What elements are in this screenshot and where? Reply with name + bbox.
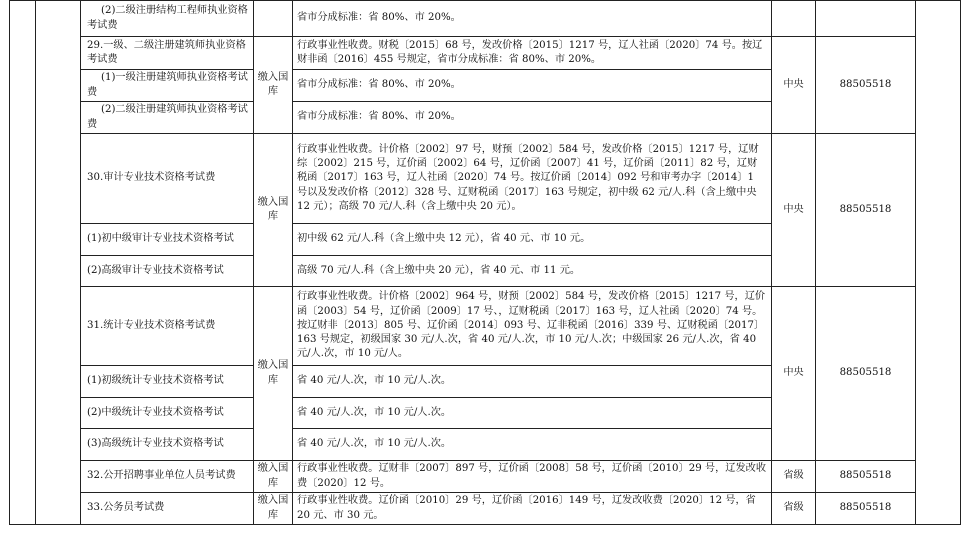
- code-cell-empty: [816, 1, 916, 37]
- item-desc: 省市分成标准：省 80%、市 20%。: [293, 1, 772, 37]
- table-row: [10, 1, 961, 37]
- treasury-cell: 缴入国库: [254, 134, 293, 287]
- table-row: [10, 493, 961, 525]
- table-row: [10, 461, 961, 493]
- item-name: 32.公开招聘事业单位人员考试费: [81, 461, 254, 493]
- level-cell: 中央: [772, 134, 816, 287]
- item-desc: 行政事业性收费。辽价函〔2010〕29 号，辽价函〔2016〕149 号，辽发改收费〔2020〕12 号，省 20 元、市 30 元。: [293, 493, 772, 525]
- code-cell: 88505518: [816, 493, 916, 525]
- code-cell: 88505518: [816, 134, 916, 287]
- code-cell: 88505518: [816, 461, 916, 493]
- code-cell: 88505518: [816, 37, 916, 134]
- blank-cell-left-2: [36, 1, 81, 525]
- item-desc: 省 40 元/人.次，市 10 元/人.次。: [293, 429, 772, 461]
- item-name: (1)初级统计专业技术资格考试: [81, 366, 254, 398]
- code-cell: 88505518: [816, 287, 916, 461]
- treasury-cell: 缴入国库: [254, 461, 293, 493]
- item-desc: 行政事业性收费。计价格〔2002〕964 号，财预〔2002〕584 号，发改价格〔2015〕1217 号，辽价函〔2003〕54 号，辽价函〔2009〕17 号、，辽财税函〔2017〕163 号，辽人社函〔2020〕74 号。按辽财非〔2013〕805 号、辽价函〔2014〕093 号、辽非税函〔2016〕339 号、辽财税函〔2017〕163 号规定，初级国家 30 元/人.次，省 40 元/人.次，市 10 元/人.次；中级国家 26 元/人.次，省 40 元/人.次，市 10 元/人。: [293, 287, 772, 366]
- item-desc: 省 40 元/人.次，市 10 元/人.次。: [293, 366, 772, 398]
- blank-cell-left-1: [10, 1, 36, 525]
- item-desc: 省 40 元/人.次，市 10 元/人.次。: [293, 398, 772, 429]
- item-name: (2)二级注册结构工程师执业资格考试费: [81, 1, 254, 37]
- item-desc: 省市分成标准：省 80%、市 20%。: [293, 70, 772, 102]
- fee-table: [9, 0, 961, 525]
- item-name: 33.公务员考试费: [81, 493, 254, 525]
- table-row: [10, 37, 961, 70]
- item-desc: 初中级 62 元/人.科（含上缴中央 12 元），省 40 元、市 10 元。: [293, 224, 772, 256]
- treasury-cell: 缴入国库: [254, 287, 293, 461]
- item-desc: 高级 70 元/人.科（含上缴中央 20 元），省 40 元、市 11 元。: [293, 256, 772, 287]
- table-row: [10, 287, 961, 366]
- item-name: (2)二级注册建筑师执业资格考试费: [81, 102, 254, 134]
- item-name: (3)高级统计专业技术资格考试: [81, 429, 254, 461]
- treasury-cell: 缴入国库: [254, 493, 293, 525]
- item-name: 29.一级、二级注册建筑师执业资格考试费: [81, 37, 254, 70]
- item-name: (2)中级统计专业技术资格考试: [81, 398, 254, 429]
- item-desc: 行政事业性收费。财税〔2015〕68 号，发改价格〔2015〕1217 号，辽人社函〔2020〕74 号。按辽财非函〔2016〕455 号规定，省市分成标准：省 80%、市 20%。: [293, 37, 772, 70]
- table-row: [10, 134, 961, 224]
- item-name: (1)初中级审计专业技术资格考试: [81, 224, 254, 256]
- item-desc: 行政事业性收费。计价格〔2002〕97 号，财预〔2002〕584 号，发改价格〔2015〕1217 号，辽财综〔2002〕215 号，辽价函〔2002〕64 号，辽价函〔2007〕41 号，辽价函〔2011〕82 号，辽财税函〔2017〕163 号，辽人社函〔2020〕74 号。按辽价函〔2014〕092 号和审考办字〔2014〕1 号以及发改价格〔2012〕328 号、辽财税函〔2017〕163 号规定，初中级 62 元/人.科（含上缴中央 12 元）；高级 70 元/人.科（含上缴中央 20 元）。: [293, 134, 772, 224]
- level-cell: 中央: [772, 37, 816, 134]
- treasury-cell-empty: [254, 1, 293, 37]
- item-name: 31.统计专业技术资格考试费: [81, 287, 254, 366]
- item-name: (1)一级注册建筑师执业资格考试费: [81, 70, 254, 102]
- level-cell: 中央: [772, 287, 816, 461]
- level-cell: 省级: [772, 493, 816, 525]
- item-name: 30.审计专业技术资格考试费: [81, 134, 254, 224]
- item-desc: 行政事业性收费。辽财非〔2007〕897 号，辽价函〔2008〕58 号，辽价函〔2010〕29 号，辽发改收费〔2020〕12 号。: [293, 461, 772, 493]
- blank-cell-right: [916, 1, 961, 525]
- item-desc: 省市分成标准：省 80%、市 20%。: [293, 102, 772, 134]
- treasury-cell: 缴入国库: [254, 37, 293, 134]
- level-cell-empty: [772, 1, 816, 37]
- item-name: (2)高级审计专业技术资格考试: [81, 256, 254, 287]
- level-cell: 省级: [772, 461, 816, 493]
